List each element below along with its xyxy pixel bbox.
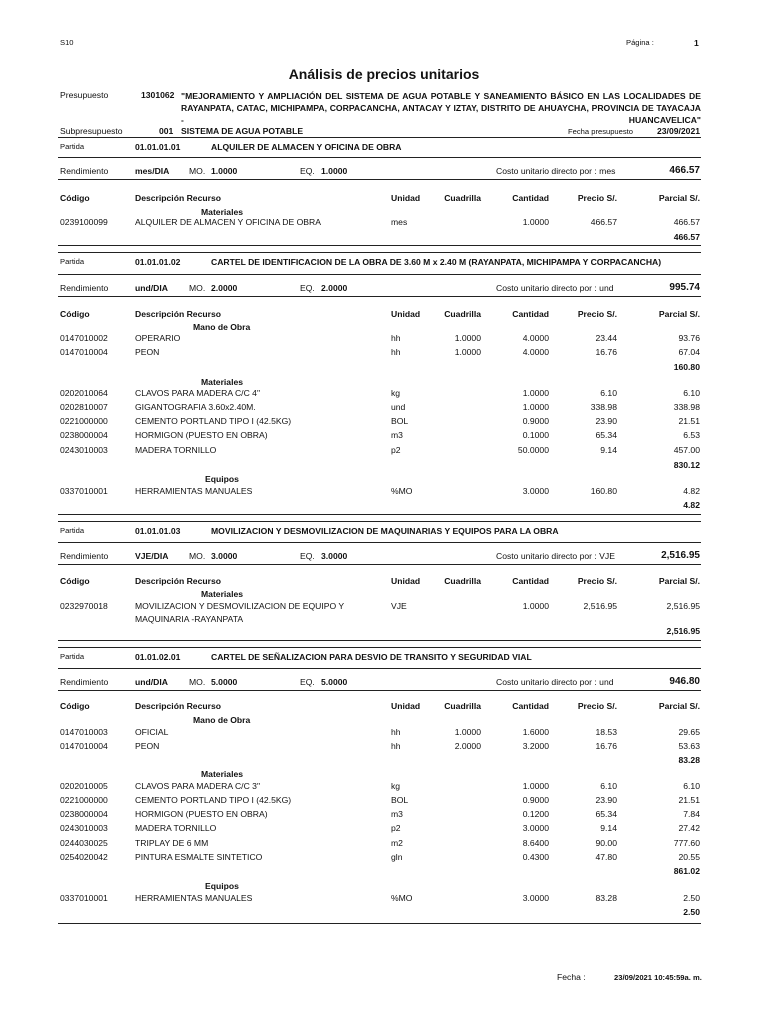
resource-codigo: 0337010001 xyxy=(60,893,108,903)
resource-descripcion: HORMIGON (PUESTO EN OBRA) xyxy=(135,430,268,440)
rendimiento-divider xyxy=(58,564,701,565)
eq-value: 5.0000 xyxy=(321,677,348,687)
resource-row xyxy=(0,795,768,808)
resource-unidad: hh xyxy=(391,347,401,357)
resource-codigo: 0221000000 xyxy=(60,416,108,426)
col-descripcion: Descripción Recurso xyxy=(135,309,221,319)
resource-cantidad: 0.9000 xyxy=(522,795,549,805)
resource-parcial: 20.55 xyxy=(678,852,700,862)
partida-name: MOVILIZACION Y DESMOVILIZACION DE MAQUINARIAS Y EQUIPOS PARA LA OBRA xyxy=(211,526,559,536)
resource-precio: 466.57 xyxy=(590,217,617,227)
resource-codigo: 0337010001 xyxy=(60,486,108,496)
resource-precio: 83.28 xyxy=(595,893,617,903)
resource-descripcion: CEMENTO PORTLAND TIPO I (42.5KG) xyxy=(135,416,292,426)
resource-unidad: p2 xyxy=(391,445,401,455)
col-precio: Precio S/. xyxy=(577,576,617,586)
resource-descripcion: MADERA TORNILLO xyxy=(135,823,217,833)
resource-row xyxy=(0,823,768,836)
resource-codigo: 0147010002 xyxy=(60,333,108,343)
resource-row xyxy=(0,416,768,429)
resource-cantidad: 0.1200 xyxy=(522,809,549,819)
costo-value: 946.80 xyxy=(669,676,700,687)
resource-precio: 47.80 xyxy=(595,852,617,862)
page-title: Análisis de precios unitarios xyxy=(288,66,480,82)
col-cuadrilla: Cuadrilla xyxy=(444,701,481,711)
resource-unidad: %MO xyxy=(391,893,413,903)
partida-name-divider xyxy=(58,274,701,275)
eq-label: EQ. xyxy=(300,166,315,176)
resource-descripcion: PINTURA ESMALTE SINTETICO xyxy=(135,852,263,862)
partida-name-divider xyxy=(58,542,701,543)
resource-descripcion: HERRAMIENTAS MANUALES xyxy=(135,893,253,903)
resource-codigo: 0147010004 xyxy=(60,741,108,751)
resource-unidad: m2 xyxy=(391,838,403,848)
mo-label: MO. xyxy=(189,283,206,293)
resource-cantidad: 50.0000 xyxy=(517,445,549,455)
mo-label: MO. xyxy=(189,677,206,687)
resource-precio: 65.34 xyxy=(595,430,617,440)
resource-cantidad: 1.0000 xyxy=(522,388,549,398)
group-subtotal: 83.28 xyxy=(678,755,700,765)
resource-row xyxy=(0,809,768,822)
resource-precio: 23.90 xyxy=(595,795,617,805)
rendimiento-value: und/DIA xyxy=(135,677,168,687)
resource-precio: 90.00 xyxy=(595,838,617,848)
col-cantidad: Cantidad xyxy=(512,576,549,586)
rendimiento-value: und/DIA xyxy=(135,283,168,293)
resource-codigo: 0232970018 xyxy=(60,601,108,611)
group-subtotal: 830.12 xyxy=(673,460,700,470)
resource-unidad: mes xyxy=(391,217,408,227)
resource-row xyxy=(0,402,768,415)
group-heading-materiales: Materiales xyxy=(201,207,244,217)
resource-descripcion: TRIPLAY DE 6 MM xyxy=(135,838,209,848)
col-codigo: Código xyxy=(60,193,90,203)
resource-parcial: 93.76 xyxy=(678,333,700,343)
resource-precio: 16.76 xyxy=(595,741,617,751)
resource-cuadrilla: 1.0000 xyxy=(454,727,481,737)
resource-row xyxy=(0,486,768,499)
mo-value: 5.0000 xyxy=(211,677,238,687)
resource-descripcion: CLAVOS PARA MADERA C/C 3" xyxy=(135,781,260,791)
partida-top-divider xyxy=(58,647,701,648)
mo-value: 1.0000 xyxy=(211,166,238,176)
resource-parcial: 6.53 xyxy=(683,430,700,440)
col-cuadrilla: Cuadrilla xyxy=(444,309,481,319)
resource-descripcion: MOVILIZACION Y DESMOVILIZACION DE EQUIPO Y xyxy=(135,601,345,611)
resource-row xyxy=(0,601,768,624)
partida-name-divider xyxy=(58,157,701,158)
col-cuadrilla: Cuadrilla xyxy=(444,193,481,203)
partida-top-divider xyxy=(58,137,701,138)
resource-cantidad: 0.1000 xyxy=(522,430,549,440)
resource-unidad: kg xyxy=(391,781,401,791)
resource-precio: 23.90 xyxy=(595,416,617,426)
resource-row xyxy=(0,430,768,443)
resource-codigo: 0244030025 xyxy=(60,838,108,848)
resource-cantidad: 3.2000 xyxy=(522,741,549,751)
page-number: 1 xyxy=(694,38,699,48)
resource-parcial: 338.98 xyxy=(673,402,700,412)
resource-precio: 9.14 xyxy=(600,445,617,455)
resource-precio: 18.53 xyxy=(595,727,617,737)
costo-label: Costo unitario directo por : mes xyxy=(496,166,616,176)
resource-cuadrilla: 1.0000 xyxy=(454,333,481,343)
col-unidad: Unidad xyxy=(391,193,421,203)
rendimiento-divider xyxy=(58,296,701,297)
group-heading-equipos: Equipos xyxy=(205,881,239,891)
resource-precio: 23.44 xyxy=(595,333,617,343)
resource-codigo: 0238000004 xyxy=(60,430,108,440)
group-subtotal: 160.80 xyxy=(673,362,700,372)
col-cuadrilla: Cuadrilla xyxy=(444,576,481,586)
mo-value: 3.0000 xyxy=(211,551,238,561)
resource-unidad: m3 xyxy=(391,809,403,819)
resource-row xyxy=(0,333,768,346)
col-descripcion: Descripción Recurso xyxy=(135,193,221,203)
eq-label: EQ. xyxy=(300,677,315,687)
resource-codigo: 0147010004 xyxy=(60,347,108,357)
column-header xyxy=(0,576,768,589)
resource-row xyxy=(0,445,768,458)
group-heading-mano-de-obra: Mano de Obra xyxy=(193,715,251,725)
col-cantidad: Cantidad xyxy=(512,701,549,711)
resource-precio: 160.80 xyxy=(590,486,617,496)
footer-divider xyxy=(58,923,701,924)
partida-name: ALQUILER DE ALMACEN Y OFICINA DE OBRA xyxy=(211,142,402,152)
resource-codigo: 0202010064 xyxy=(60,388,108,398)
resource-unidad: und xyxy=(391,402,406,412)
resource-unidad: kg xyxy=(391,388,401,398)
resource-cantidad: 4.0000 xyxy=(522,347,549,357)
resource-descripcion: OPERARIO xyxy=(135,333,181,343)
resource-descripcion: MADERA TORNILLO xyxy=(135,445,217,455)
resource-row xyxy=(0,781,768,794)
group-subtotal: 466.57 xyxy=(673,232,700,242)
col-descripcion: Descripción Recurso xyxy=(135,576,221,586)
resource-parcial: 67.04 xyxy=(678,347,700,357)
resource-codigo: 0243010003 xyxy=(60,823,108,833)
resource-descripcion: ALQUILER DE ALMACEN Y OFICINA DE OBRA xyxy=(135,217,321,227)
resource-row xyxy=(0,388,768,401)
fecha-presupuesto-label: Fecha presupuesto xyxy=(568,127,634,136)
column-header xyxy=(0,309,768,322)
col-descripcion: Descripción Recurso xyxy=(135,701,221,711)
resource-parcial: 4.82 xyxy=(683,486,700,496)
footer-fecha-label: Fecha : xyxy=(557,972,586,982)
mo-label: MO. xyxy=(189,166,206,176)
subpresupuesto-description: SISTEMA DE AGUA POTABLE xyxy=(181,126,304,136)
resource-precio: 338.98 xyxy=(590,402,617,412)
rendimiento-label: Rendimiento xyxy=(60,166,109,176)
resource-cantidad: 4.0000 xyxy=(522,333,549,343)
col-cantidad: Cantidad xyxy=(512,193,549,203)
resource-unidad: VJE xyxy=(391,601,407,611)
resource-row xyxy=(0,217,768,230)
group-subtotal: 4.82 xyxy=(683,500,700,510)
col-unidad: Unidad xyxy=(391,701,421,711)
mo-value: 2.0000 xyxy=(211,283,238,293)
costo-value: 466.57 xyxy=(669,165,700,176)
partida-code: 01.01.01.02 xyxy=(135,257,181,267)
resource-codigo: 0238000004 xyxy=(60,809,108,819)
resource-descripcion: HERRAMIENTAS MANUALES xyxy=(135,486,253,496)
partida-name: CARTEL DE IDENTIFICACION DE LA OBRA DE 3.60 M x 2.40 M (RAYANPATA, MICHIPAMPA Y CORPACANCHA) xyxy=(211,257,662,267)
costo-value: 2,516.95 xyxy=(661,550,700,561)
rendimiento-divider xyxy=(58,690,701,691)
resource-cantidad: 1.0000 xyxy=(522,781,549,791)
group-subtotal: 2.50 xyxy=(683,907,700,917)
costo-value: 995.74 xyxy=(669,282,700,293)
resource-parcial: 777.60 xyxy=(673,838,700,848)
resource-precio: 6.10 xyxy=(600,781,617,791)
page-label: Página : xyxy=(626,38,654,47)
resource-unidad: BOL xyxy=(391,795,409,805)
group-heading-equipos: Equipos xyxy=(205,474,239,484)
col-unidad: Unidad xyxy=(391,309,421,319)
resource-descripcion: OFICIAL xyxy=(135,727,169,737)
presupuesto-description: "MEJORAMIENTO Y AMPLIACIÓN DEL SISTEMA DE AGUA POTABLE Y SANEAMIENTO BÁSICO EN LAS LOCALIDADES DE RAYANPATA, CATAC, MICHIPAMPA, CORPACANCHA, ANTACAY Y IZTAY, DISTRITO DE AHUAYCHA, PROVINCIA DE TAYACAJA - HUANCAVELICA" xyxy=(181,91,701,125)
resource-cantidad: 3.0000 xyxy=(522,893,549,903)
fecha-presupuesto: 23/09/2021 xyxy=(657,126,701,136)
resource-cantidad: 3.0000 xyxy=(522,486,549,496)
column-header xyxy=(0,701,768,714)
col-parcial: Parcial S/. xyxy=(658,576,700,586)
resource-precio: 2,516.95 xyxy=(583,601,617,611)
partida-name: CARTEL DE SEÑALIZACION PARA DESVIO DE TRANSITO Y SEGURIDAD VIAL xyxy=(211,652,532,662)
resource-unidad: gln xyxy=(391,852,403,862)
partida-name-divider xyxy=(58,668,701,669)
resource-unidad: p2 xyxy=(391,823,401,833)
subpresupuesto-code: 001 xyxy=(159,126,174,136)
resource-cantidad: 1.0000 xyxy=(522,601,549,611)
rendimiento-label: Rendimiento xyxy=(60,551,109,561)
group-heading-materiales: Materiales xyxy=(201,589,244,599)
group-subtotal: 2,516.95 xyxy=(666,626,700,636)
resource-parcial: 2,516.95 xyxy=(666,601,700,611)
partida-end-divider xyxy=(58,245,701,246)
resource-parcial: 457.00 xyxy=(673,445,700,455)
resource-row xyxy=(0,838,768,851)
resource-cuadrilla: 1.0000 xyxy=(454,347,481,357)
resource-codigo: 0239100099 xyxy=(60,217,108,227)
group-subtotal: 861.02 xyxy=(673,866,700,876)
resource-cuadrilla: 2.0000 xyxy=(454,741,481,751)
resource-cantidad: 0.4300 xyxy=(522,852,549,862)
group-heading-mano-de-obra: Mano de Obra xyxy=(193,322,251,332)
partida-code: 01.01.02.01 xyxy=(135,652,181,662)
rendimiento-label: Rendimiento xyxy=(60,677,109,687)
resource-descripcion-cont: MAQUINARIA -RAYANPATA xyxy=(135,614,244,624)
resource-descripcion: PEON xyxy=(135,347,160,357)
presupuesto-code: 1301062 xyxy=(141,90,175,100)
resource-unidad: BOL xyxy=(391,416,409,426)
partida-code: 01.01.01.01 xyxy=(135,142,181,152)
resource-codigo: 0202010005 xyxy=(60,781,108,791)
resource-parcial: 6.10 xyxy=(683,781,700,791)
resource-cantidad: 1.0000 xyxy=(522,217,549,227)
costo-label: Costo unitario directo por : VJE xyxy=(496,551,615,561)
resource-parcial: 2.50 xyxy=(683,893,700,903)
col-precio: Precio S/. xyxy=(577,701,617,711)
subpresupuesto-label: Subpresupuesto xyxy=(60,126,123,136)
eq-value: 3.0000 xyxy=(321,551,348,561)
resource-unidad: %MO xyxy=(391,486,413,496)
resource-precio: 16.76 xyxy=(595,347,617,357)
col-parcial: Parcial S/. xyxy=(658,309,700,319)
col-codigo: Código xyxy=(60,576,90,586)
resource-row xyxy=(0,727,768,740)
resource-cantidad: 1.6000 xyxy=(522,727,549,737)
rendimiento-value: VJE/DIA xyxy=(135,551,169,561)
resource-cantidad: 3.0000 xyxy=(522,823,549,833)
resource-row xyxy=(0,347,768,360)
resource-precio: 65.34 xyxy=(595,809,617,819)
resource-precio: 9.14 xyxy=(600,823,617,833)
resource-parcial: 6.10 xyxy=(683,388,700,398)
col-parcial: Parcial S/. xyxy=(658,193,700,203)
col-parcial: Parcial S/. xyxy=(658,701,700,711)
resource-codigo: 0254020042 xyxy=(60,852,108,862)
partida-label: Partida xyxy=(60,257,85,266)
partida-label: Partida xyxy=(60,652,85,661)
eq-value: 2.0000 xyxy=(321,283,348,293)
resource-precio: 6.10 xyxy=(600,388,617,398)
col-codigo: Código xyxy=(60,309,90,319)
resource-unidad: hh xyxy=(391,727,401,737)
resource-codigo: 0221000000 xyxy=(60,795,108,805)
costo-label: Costo unitario directo por : und xyxy=(496,283,614,293)
partida-code: 01.01.01.03 xyxy=(135,526,181,536)
partida-label: Partida xyxy=(60,142,85,151)
col-unidad: Unidad xyxy=(391,576,421,586)
resource-parcial: 53.63 xyxy=(678,741,700,751)
resource-descripcion: PEON xyxy=(135,741,160,751)
resource-codigo: 0147010003 xyxy=(60,727,108,737)
resource-parcial: 27.42 xyxy=(678,823,700,833)
resource-unidad: hh xyxy=(391,333,401,343)
partida-top-divider xyxy=(58,521,701,522)
eq-label: EQ. xyxy=(300,283,315,293)
presupuesto-label: Presupuesto xyxy=(60,90,109,100)
col-cantidad: Cantidad xyxy=(512,309,549,319)
col-precio: Precio S/. xyxy=(577,193,617,203)
resource-row xyxy=(0,852,768,865)
resource-parcial: 7.84 xyxy=(683,809,700,819)
col-precio: Precio S/. xyxy=(577,309,617,319)
col-codigo: Código xyxy=(60,701,90,711)
resource-parcial: 21.51 xyxy=(678,416,700,426)
resource-cantidad: 0.9000 xyxy=(522,416,549,426)
resource-descripcion: HORMIGON (PUESTO EN OBRA) xyxy=(135,809,268,819)
resource-parcial: 21.51 xyxy=(678,795,700,805)
rendimiento-value: mes/DIA xyxy=(135,166,170,176)
column-header xyxy=(0,193,768,206)
resource-unidad: m3 xyxy=(391,430,403,440)
resource-parcial: 29.65 xyxy=(678,727,700,737)
eq-label: EQ. xyxy=(300,551,315,561)
resource-descripcion: GIGANTOGRAFIA 3.60x2.40M. xyxy=(135,402,256,412)
mo-label: MO. xyxy=(189,551,206,561)
costo-label: Costo unitario directo por : und xyxy=(496,677,614,687)
resource-parcial: 466.57 xyxy=(673,217,700,227)
partida-end-divider xyxy=(58,640,701,641)
resource-descripcion: CEMENTO PORTLAND TIPO I (42.5KG) xyxy=(135,795,292,805)
resource-row xyxy=(0,741,768,754)
rendimiento-label: Rendimiento xyxy=(60,283,109,293)
resource-row xyxy=(0,893,768,906)
group-heading-materiales: Materiales xyxy=(201,769,244,779)
resource-descripcion: CLAVOS PARA MADERA C/C 4" xyxy=(135,388,260,398)
partida-top-divider xyxy=(58,252,701,253)
footer-fecha-value: 23/09/2021 10:45:59a. m. xyxy=(614,973,702,982)
group-heading-materiales: Materiales xyxy=(201,377,244,387)
resource-codigo: 0202810007 xyxy=(60,402,108,412)
resource-codigo: 0243010003 xyxy=(60,445,108,455)
eq-value: 1.0000 xyxy=(321,166,348,176)
partida-end-divider xyxy=(58,514,701,515)
resource-cantidad: 8.6400 xyxy=(522,838,549,848)
resource-cantidad: 1.0000 xyxy=(522,402,549,412)
rendimiento-divider xyxy=(58,179,701,180)
report-code: S10 xyxy=(60,38,74,47)
resource-unidad: hh xyxy=(391,741,401,751)
partida-label: Partida xyxy=(60,526,85,535)
